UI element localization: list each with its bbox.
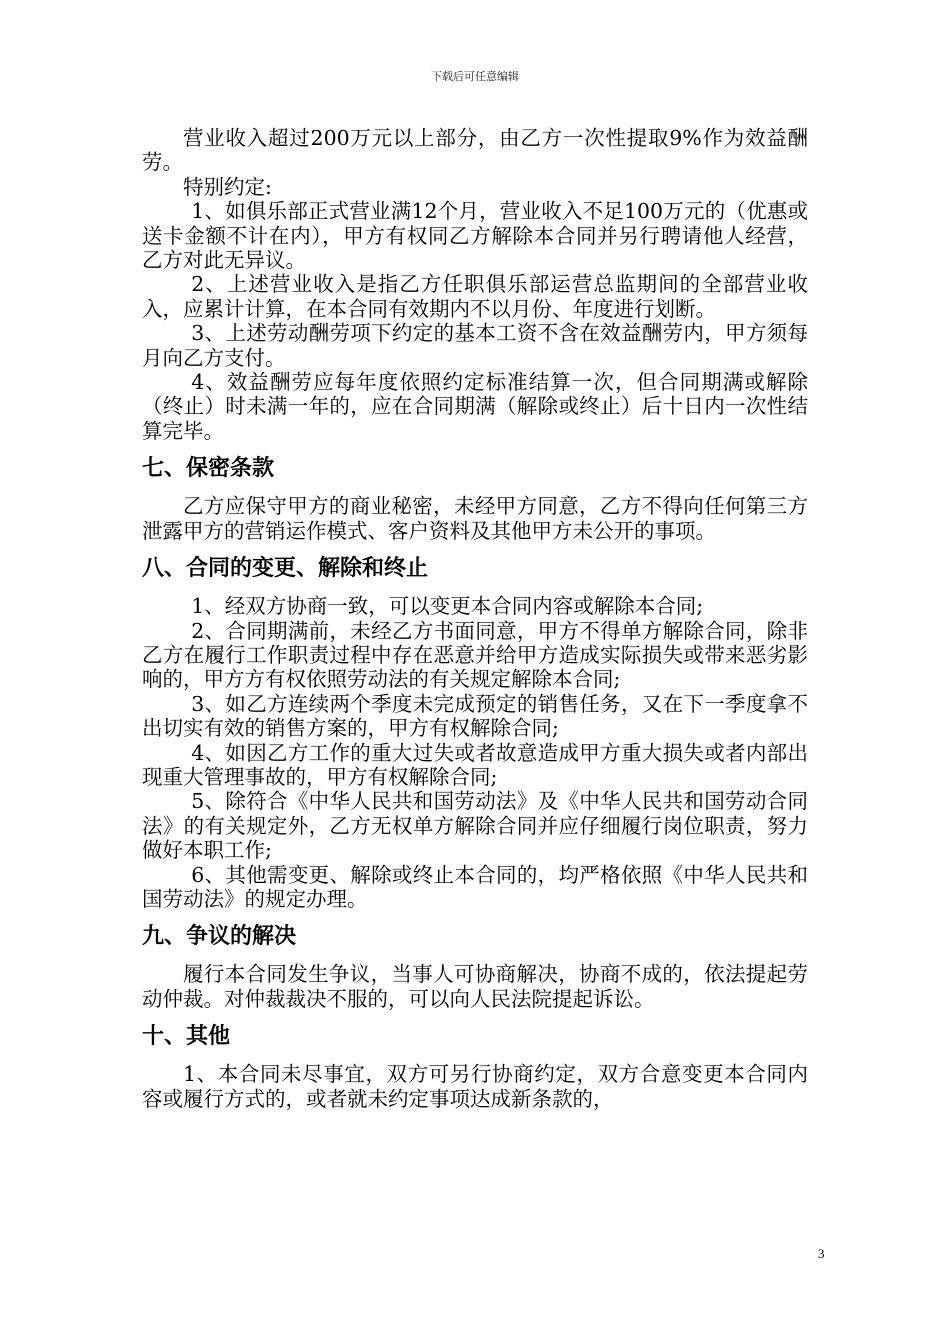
paragraph-special-3: 3、上述劳动酬劳项下约定的基本工资不含在效益酬劳内，甲方须每月向乙方支付。 <box>142 321 808 370</box>
paragraph-special-2: 2、上述营业收入是指乙方任职俱乐部运营总监期间的全部营业收入，应累计计算，在本合同有效期内不以月份、年度进行划断。 <box>142 272 808 321</box>
paragraph-change-2: 2、合同期满前，未经乙方书面同意，甲方不得单方解除合同，除非乙方在履行工作职责过程中存在恶意并给甲方造成实际损失或带来恶劣影响的，甲方方有权依照劳动法的有关规定解除本合同; <box>142 618 808 692</box>
section-heading-change-termination: 八、合同的变更、解除和终止 <box>142 556 429 582</box>
paragraph-special-1: 1、如俱乐部正式营业满12个月，营业收入不足100万元的（优惠或送卡金额不计在内），甲方有权同乙方解除本合同并另行聘请他人经营，乙方对此无异议。 <box>142 199 808 273</box>
paragraph-bonus-over-200: 营业收入超过200万元以上部分，由乙方一次性提取9%作为效益酬劳。 <box>142 126 808 175</box>
paragraph-change-5: 5、除符合《中华人民共和国劳动法》及《中华人民共和国劳动合同法》的有关规定外，乙方无权单方解除合同并应仔细履行岗位职责，努力做好本职工作; <box>142 789 808 863</box>
paragraph-change-4: 4、如因乙方工作的重大过失或者故意造成甲方重大损失或者内部出现重大管理事故的，甲方有权解除合同; <box>142 740 808 789</box>
paragraph-other-1: 1、本合同未尽事宜，双方可另行协商约定，双方合意变更本合同内容或履行方式的，或者就未约定事项达成新条款的， <box>142 1062 808 1111</box>
paragraph-special-agreement: 特别约定: <box>183 174 272 199</box>
paragraph-change-3: 3、如乙方连续两个季度未完成预定的销售任务，又在下一季度拿不出切实有效的销售方案的，甲方有权解除合同; <box>142 691 808 741</box>
paragraph-dispute: 履行本合同发生争议，当事人可协商解决，协商不成的，依法提起劳动仲裁。对仲裁裁决不服的，可以向人民法院提起诉讼。 <box>142 962 808 1011</box>
section-heading-dispute: 九、争议的解决 <box>142 924 297 950</box>
page-number: 3 <box>818 1246 825 1261</box>
paragraph-change-1: 1、经双方协商一致，可以变更本合同内容或解除本合同; <box>191 594 704 619</box>
paragraph-confidentiality: 乙方应保守甲方的商业秘密，未经甲方同意，乙方不得向任何第三方泄露甲方的营销运作模式、客户资料及其他甲方未公开的事项。 <box>142 494 808 543</box>
paragraph-change-6: 6、其他需变更、解除或终止本合同的，均严格依照《中华人民共和国劳动法》的规定办理。 <box>142 862 808 911</box>
paragraph-special-4: 4、效益酬劳应每年度依照约定标准结算一次，但合同期满或解除（终止）时未满一年的，应在合同期满（解除或终止）后十日内一次性结算完毕。 <box>142 370 808 443</box>
section-heading-confidentiality: 七、保密条款 <box>142 456 275 482</box>
section-heading-other: 十、其他 <box>142 1024 231 1050</box>
download-note: 下载后可任意编辑 <box>431 70 519 83</box>
contract-body <box>142 126 808 1111</box>
